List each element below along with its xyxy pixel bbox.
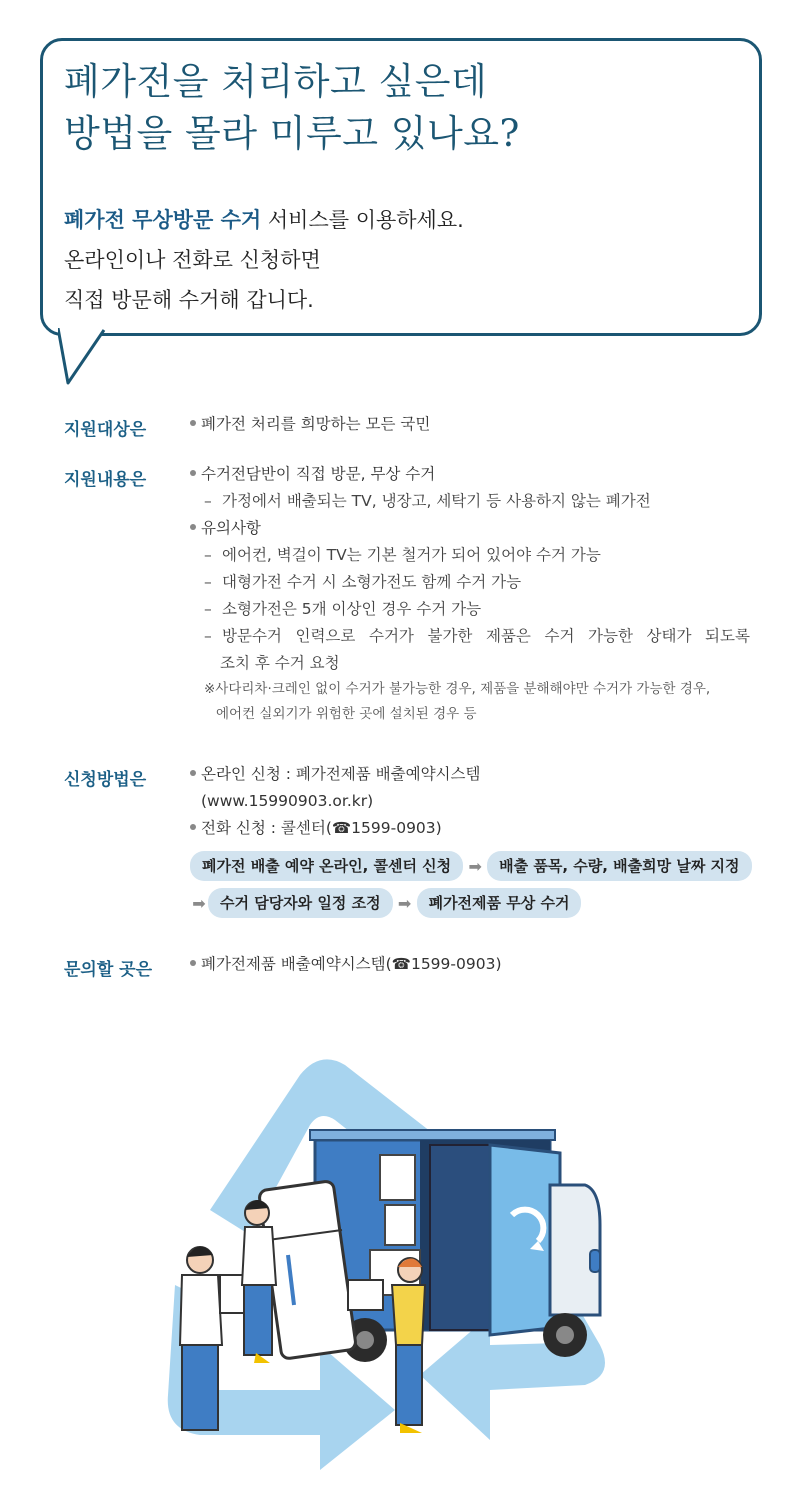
intro-line-3: 직접 방문해 수거해 갑니다. [64, 288, 314, 312]
footnote: ※사다리차·크레인 없이 수거가 불가능한 경우, 제품을 분해해야만 수거가 가능한 경우, [204, 681, 711, 697]
moving-truck-illustration [160, 1045, 640, 1475]
process-flow-row-1 [190, 851, 752, 881]
website-url: (www.15990903.or.kr) [201, 792, 374, 810]
bullet-icon [190, 960, 196, 966]
step-1: 폐가전 배출 예약 온라인, 콜센터 신청 [190, 851, 463, 881]
page-title [64, 56, 520, 160]
right-arrow-icon: ➡ [468, 856, 482, 876]
step-4: 폐가전제품 무상 수거 [417, 888, 582, 918]
intro-line-2: 온라인이나 전화로 신청하면 [64, 248, 321, 272]
title-line-1: 폐가전을 처리하고 싶은데 [64, 60, 488, 103]
right-arrow-icon: ➡ [397, 893, 412, 913]
contact-content: 폐가전제품 배출예약시스템(☎1599-0903) [190, 951, 750, 978]
support-content: 수거전담반이 직접 방문, 무상 수거 – 가정에서 배출되는 TV, 냉장고, 세탁기 등 사용하지 않는 폐가전 유의사항 – 에어컨, 벽걸이 TV는 기본 철거가 되어 있어야 수거 가능 – 대형가전 수거 시 소형가전도 함께 수거 가능 – 소형가전은 5개 이상인 경우 수거 가능 – 방문수거 인력으로 수거가 불가한 제품은 수거 가능한 상태가 되도록 조치 후 수거 요청 ※사다리차·크레인 없이 수거가 불가능한 경우, 제품을 분해해야만 수거가 가능한 경우, 에어컨 실외기가 위험한 곳에 설치된 경우 등 [190, 461, 750, 727]
target-label: 지원대상은 [64, 420, 147, 440]
bullet-icon [190, 420, 196, 426]
support-label: 지원내용은 [64, 470, 147, 490]
bullet-icon [190, 524, 196, 530]
service-name: 폐가전 무상방문 수거 [64, 208, 262, 232]
intro-line-1: 폐가전 무상방문 수거 서비스를 이용하세요. [64, 208, 464, 232]
title-line-2: 방법을 몰라 미루고 있나요? [64, 112, 520, 155]
apply-label: 신청방법은 [64, 770, 147, 790]
apply-content: 온라인 신청 : 폐가전제품 배출예약시스템 (www.15990903.or.kr) 전화 신청 : 콜센터(☎1599-0903) [190, 761, 750, 842]
target-content: 폐가전 처리를 희망하는 모든 국민 [190, 411, 750, 438]
note-4: – 방문수거 인력으로 수거가 불가한 제품은 수거 가능한 상태가 되도록 [204, 627, 750, 645]
bullet-icon [190, 770, 196, 776]
bullet-icon [190, 470, 196, 476]
speech-bubble-tail [58, 328, 118, 388]
bullet-icon [190, 824, 196, 830]
intro-text [64, 200, 464, 320]
contact-label: 문의할 곳은 [64, 960, 153, 980]
right-arrow-icon: ➡ [192, 893, 206, 913]
step-3: 수거 담당자와 일정 조정 [208, 888, 393, 918]
process-flow-row-2 [190, 888, 581, 918]
step-2: 배출 품목, 수량, 배출희망 날짜 지정 [487, 851, 751, 881]
